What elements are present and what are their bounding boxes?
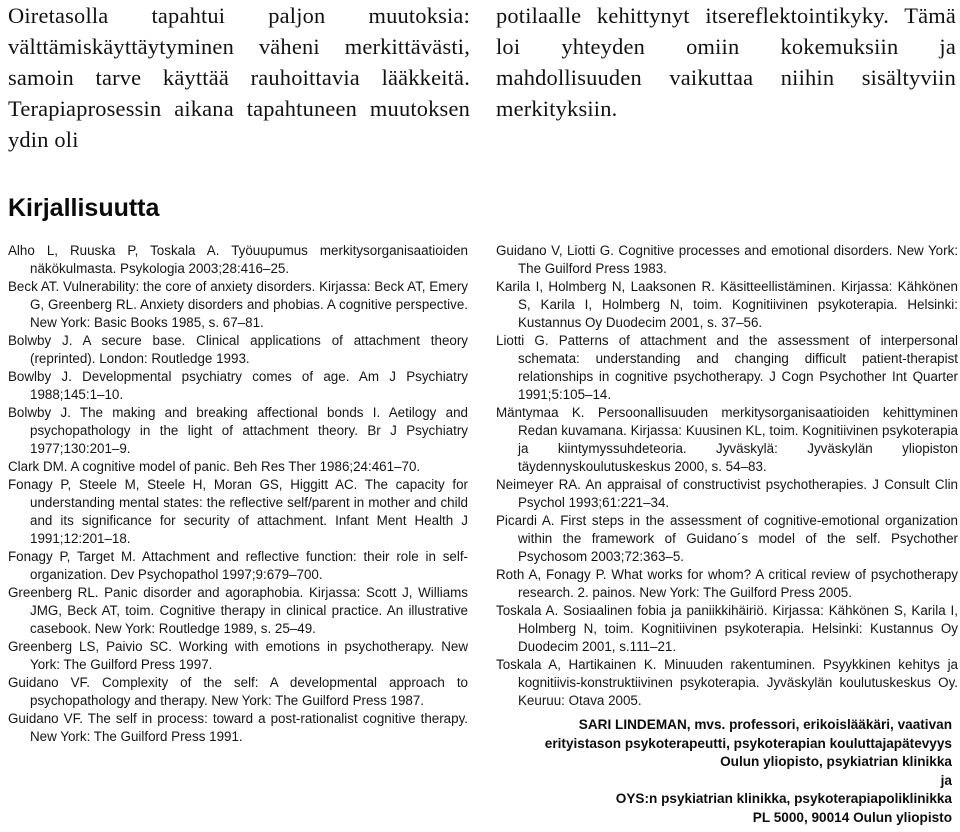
reference-item: Liotti G. Patterns of attachment and the assessment of interpersonal schemata: understanding and changing difficult patient-therapist relationships in cognitive psychotherapy. J Cogn Psychother Int Quarter 1991;5:105–14.: [496, 333, 958, 402]
reference-item: Guidano VF. Complexity of the self: A developmental approach to psychopathology and therapy. New York: The Guilford Press 1987.: [8, 675, 468, 708]
reference-item: Bowlby J. Developmental psychiatry comes of age. Am J Psychiatry 1988;145:1–10.: [8, 369, 468, 402]
reference-item: Greenberg LS, Paivio SC. Working with emotions in psychotherapy. New York: The Guilford Press 1997.: [8, 639, 468, 672]
author-affiliation-block: [482, 716, 952, 828]
reference-item: Bolwby J. A secure base. Clinical applications of attachment theory (reprinted). London: Routledge 1993.: [8, 333, 468, 366]
reference-item: Guidano VF. The self in process: toward a post-rationalist cognitive therapy. New York: The Guilford Press 1991.: [8, 711, 468, 744]
references-list-left: [8, 242, 468, 746]
body-paragraph: potilaalle kehittynyt itsereflektointikyky. Tämä loi yhteyden omiin kokemuksiin ja mahdollisuuden vaikuttaa niihin sisältyviin merkityksiin.: [496, 3, 956, 121]
reference-item: Greenberg RL. Panic disorder and agoraphobia. Kirjassa: Scott J, Williams JMG, Beck AT, toim. Cognitive therapy in clinical practice. An illustrative casebook. New York: Routledge 1989, s. 25–49.: [8, 585, 468, 636]
reference-item: Beck AT. Vulnerability: the core of anxiety disorders. Kirjassa: Beck AT, Emery G, Greenberg RL. Anxiety disorders and phobias. A cognitive perspective. New York: Basic Books 1985, s. 67–81.: [8, 279, 468, 330]
author-affiliation: Oulun yliopisto, psykiatrian klinikka: [720, 754, 952, 770]
reference-item: Guidano V, Liotti G. Cognitive processes and emotional disorders. New York: The Guilford Press 1983.: [496, 243, 958, 276]
reference-item: Fonagy P, Steele M, Steele H, Moran GS, Higgitt AC. The capacity for understanding mental states: the reflective self/parent in mother and child and its significance for security of attachment. Infant Ment Health J 1991;12:201–18.: [8, 477, 468, 546]
references-heading: Kirjallisuutta: [8, 194, 160, 222]
reference-item: Fonagy P, Target M. Attachment and reflective function: their role in self-organization. Dev Psychopathol 1997;9:679–700.: [8, 549, 468, 582]
body-text-left-column: [8, 0, 470, 155]
reference-item: Roth A, Fonagy P. What works for whom? A critical review of psychotherapy research. 2. painos. New York: The Guilford Press 2005.: [496, 567, 958, 600]
reference-item: Toskala A, Hartikainen K. Minuuden rakentuminen. Psyykkinen kehitys ja kognitiivis-konstruktiivinen psykoterapia. Jyväskylän koulutuskeskus Oy. Keuruu: Otava 2005.: [496, 657, 958, 708]
body-paragraph: Oiretasolla tapahtui paljon muutoksia: välttämiskäyttäytyminen väheni merkittävästi, samoin tarve käyttää rauhoittavia lääkkeitä. Terapiaprosessin aikana tapahtuneen muutoksen ydin oli: [8, 3, 470, 152]
author-affiliation: OYS:n psykiatrian klinikka, psykoterapiapoliklinikka: [615, 791, 952, 807]
reference-item: Clark DM. A cognitive model of panic. Beh Res Ther 1986;24:461–70.: [8, 459, 421, 474]
references-list-right: [496, 242, 958, 710]
author-qualification: erityistason psykoterapeutti, psykoterapian kouluttajapätevyys: [544, 735, 952, 751]
reference-item: Neimeyer RA. An appraisal of constructivist psychotherapies. J Consult Clin Psychol 1993;61:221–34.: [496, 477, 958, 510]
author-affiliation-conjunction: ja: [940, 772, 952, 788]
author-address: PL 5000, 90014 Oulun yliopisto: [752, 809, 952, 825]
author-name-title: SARI LINDEMAN, mvs. professori, erikoislääkäri, vaativan: [578, 717, 952, 732]
reference-item: Toskala A. Sosiaalinen fobia ja paniikkihäiriö. Kirjassa: Kähkönen S, Karila I, Holmberg N, toim. Kognitiivinen psykoterapia. Helsinki: Kustannus Oy Duodecim 2001, s.111–21.: [496, 603, 958, 654]
reference-item: Karila I, Holmberg N, Laaksonen R. Käsitteellistäminen. Kirjassa: Kähkönen S, Karila I, Holmberg N, toim. Kognitiivinen psykoterapia. Helsinki: Kustannus Oy Duodecim 2001, s. 37–56.: [496, 279, 958, 330]
reference-item: Mäntymaa K. Persoonallisuuden merkitysorganisaatioiden kehittyminen Redan kuvamana. Kirjassa: Kuusinen KL, toim. Kognitiivinen psykoterapia ja kiintymyssuhdeteoria. Jyväskylä: Jyväskylän yliopiston täydennyskoulutuskeskus 2000, s. 54–83.: [496, 405, 958, 474]
reference-item: Picardi A. First steps in the assessment of cognitive-emotional organization within the framework of Guidano´s model of the self. Psychother Psychosom 2003;72:363–5.: [496, 513, 958, 564]
reference-item: Bolwby J. The making and breaking affectional bonds I. Aetilogy and psychopathology in the light of attachment theory. Br J Psychiatry 1977;130:201–9.: [8, 405, 468, 456]
reference-item: Alho L, Ruuska P, Toskala A. Työuupumus merkitysorganisaatioiden näkökulmasta. Psykologia 2003;28:416–25.: [8, 243, 468, 276]
body-text-right-column: [496, 0, 956, 124]
